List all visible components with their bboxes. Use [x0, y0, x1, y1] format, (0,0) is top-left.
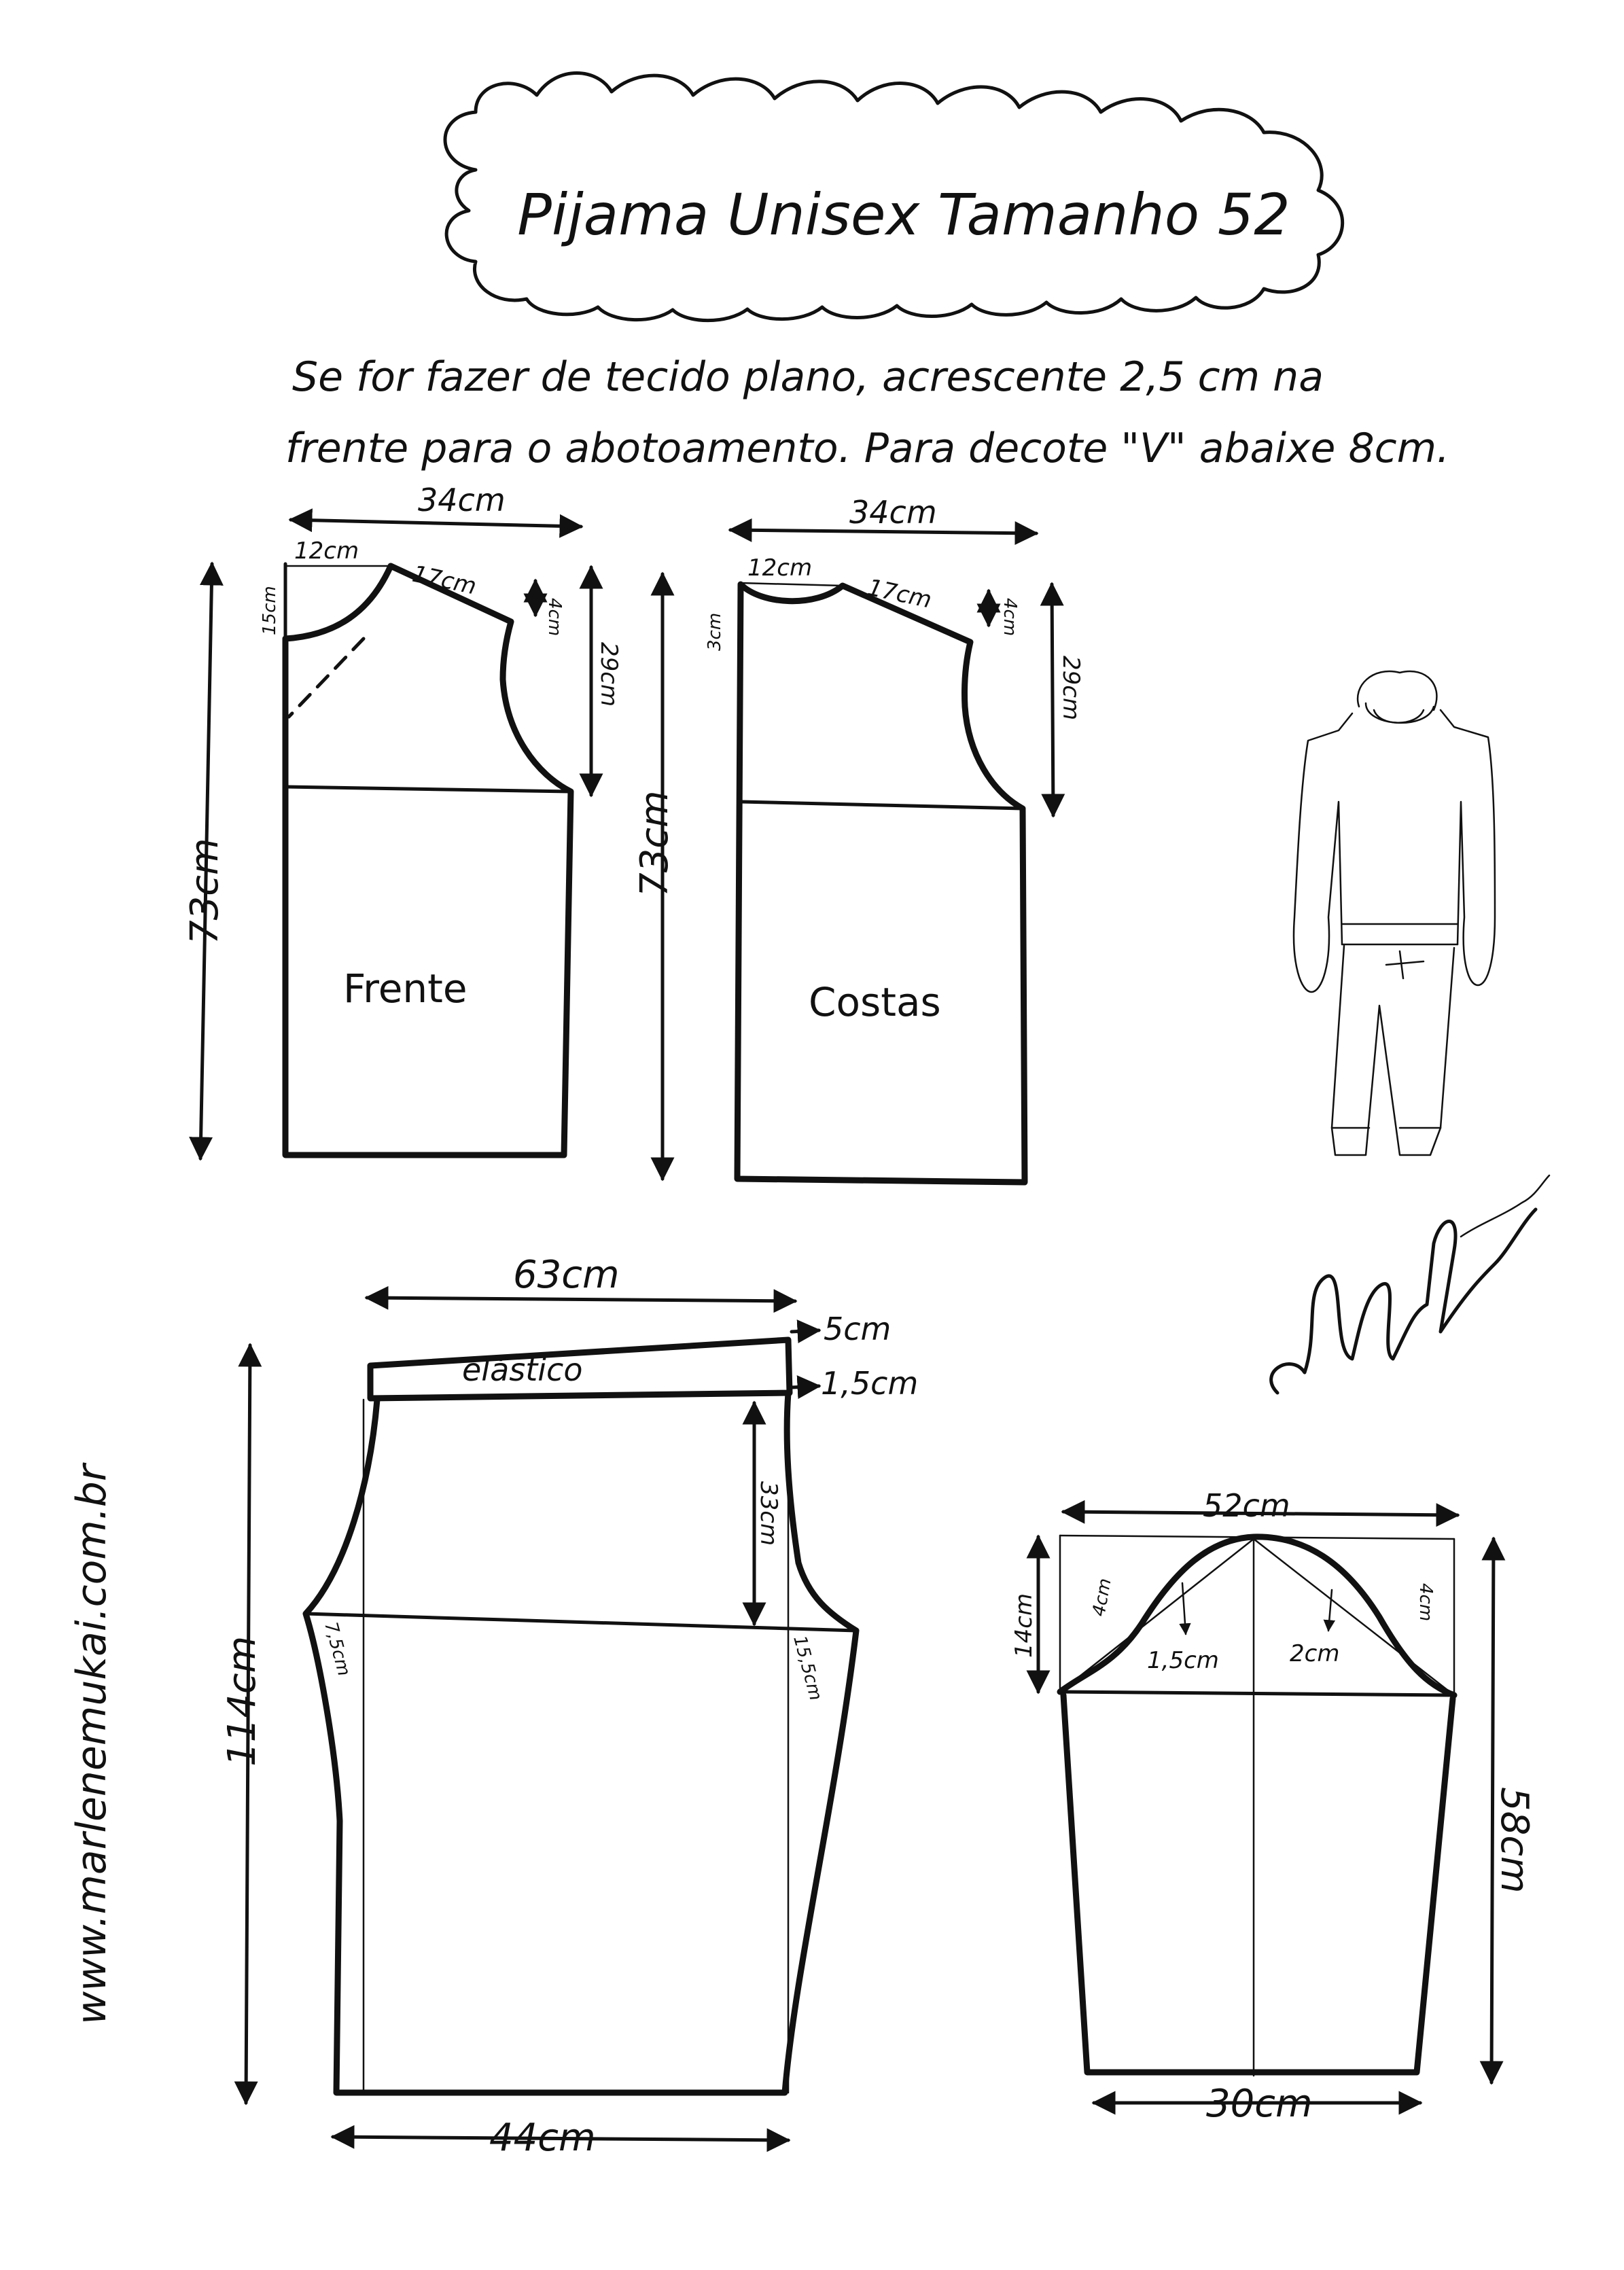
pants-band-arrow: [792, 1330, 819, 1332]
back-piece-label: Costas: [809, 979, 941, 1025]
pants-waistband-label: elástico: [462, 1351, 583, 1388]
title: Pijama Unisex Tamanho 52: [517, 181, 1290, 248]
sleeve-cap-out-arrow: [1328, 1590, 1332, 1631]
sleeve-cap-in-arrow: [1182, 1583, 1186, 1634]
back-length-label: 73cm: [633, 790, 677, 897]
title-cloud: [445, 73, 1343, 321]
front-width-arrow: [291, 520, 581, 527]
back-outline: [737, 584, 1025, 1182]
back-neck-depth-label: 3cm: [705, 612, 725, 651]
back-neck-width-label: 12cm: [747, 554, 813, 582]
pants-hip-line: [306, 1614, 856, 1631]
back-top-guide: [741, 583, 843, 586]
note-line-1: Se for fazer de tecido plano, acrescente 2,5 cm na: [292, 353, 1324, 401]
fabric-note: [285, 353, 1449, 472]
sleeve-length-label: 58cm: [1492, 1787, 1536, 1894]
back-chest-line: [741, 802, 1023, 809]
back-armhole-label: 29cm: [1057, 656, 1084, 721]
sleeve-cap-right-label: 4cm: [1415, 1583, 1436, 1622]
sleeve-pattern: [1010, 1487, 1536, 2126]
front-neck-width-label: 12cm: [294, 537, 359, 565]
pants-hem-label: 44cm: [489, 2116, 596, 2160]
sleeve-cap-left-label: 4cm: [1089, 1576, 1116, 1618]
front-v-neck-dashed: [289, 639, 364, 717]
sleeve-cap-out-label: 2cm: [1290, 1640, 1340, 1667]
front-chest-line: [285, 787, 571, 792]
sleeve-cap-line: [1060, 1692, 1454, 1695]
back-armhole-arrow: [1052, 584, 1053, 815]
pants-crotch-front-label: 7,5cm: [320, 1620, 355, 1679]
pants-length-label: 114cm: [220, 1635, 264, 1767]
front-pattern: [183, 482, 622, 1158]
pants-pattern: [220, 1253, 918, 2160]
back-shoulder-label: 17cm: [865, 573, 934, 614]
sleeve-width-label: 52cm: [1203, 1487, 1290, 1524]
back-width-label: 34cm: [849, 494, 937, 531]
front-neck-depth-label: 15cm: [260, 586, 280, 635]
front-length-label: 73cm: [183, 838, 227, 944]
front-outline: [285, 566, 571, 1155]
pants-waist-arrow: [367, 1298, 795, 1301]
note-line-2: frente para o abotoamento. Para decote "V" abaixe 8cm.: [285, 425, 1450, 472]
pants-offset-arrow: [792, 1386, 819, 1387]
website-url: www.marlenemukai.com.br: [68, 1464, 116, 2025]
back-drop-label: 4cm: [1000, 598, 1020, 637]
pants-band-height-label: 5cm: [824, 1311, 892, 1347]
pants-rise-label: 33cm: [755, 1481, 782, 1546]
front-width-label: 34cm: [418, 482, 506, 518]
sleeve-body: [1063, 1695, 1453, 2072]
sleeve-cuff-label: 30cm: [1206, 2082, 1313, 2126]
pajama-figure-sketch: [1294, 671, 1495, 1155]
front-shoulder-label: 17cm: [410, 560, 479, 601]
pants-crotch-back-label: 15,5cm: [789, 1633, 826, 1703]
front-drop-label: 4cm: [544, 598, 565, 637]
pants-offset-label: 1,5cm: [821, 1365, 919, 1402]
sleeve-cap-height-label: 14cm: [1010, 1593, 1038, 1658]
back-pattern: [633, 494, 1084, 1182]
sleeve-cap-curve: [1060, 1537, 1454, 1695]
front-armhole-label: 29cm: [595, 642, 622, 707]
pants-waist-label: 63cm: [513, 1253, 620, 1297]
front-piece-label: Frente: [343, 965, 467, 1012]
sleeve-cap-in-label: 1,5cm: [1147, 1647, 1219, 1674]
signature-mark: [1271, 1175, 1549, 1393]
